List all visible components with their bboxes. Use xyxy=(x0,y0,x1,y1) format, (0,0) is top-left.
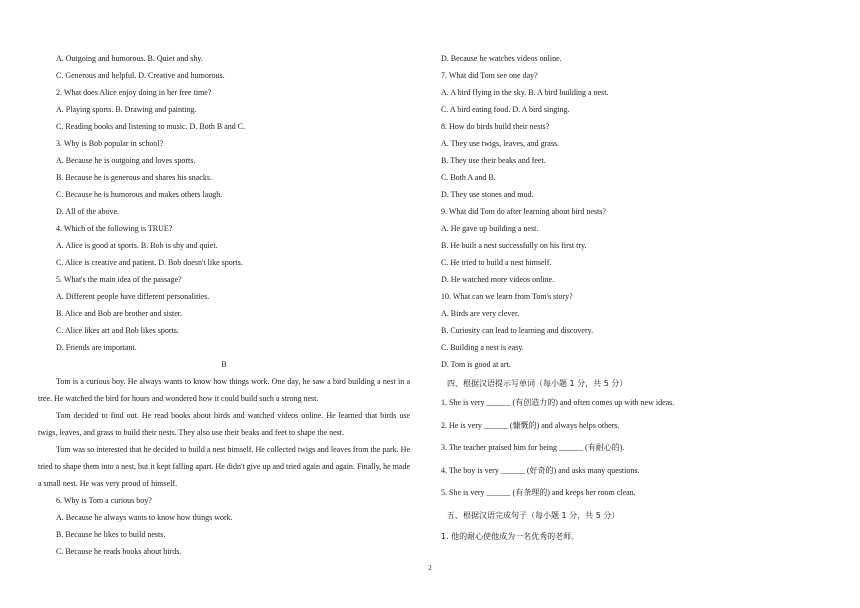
fill-in-item: 5. She is very ______ (有条理的) and keeps her room clean. xyxy=(441,488,636,497)
question-line: B. He built a nest successfully on his first try. xyxy=(441,241,587,250)
question-line: C. Both A and B. xyxy=(441,173,496,182)
question-line: C. Building a nest is easy. xyxy=(441,343,524,352)
question-line: C. A bird eating food. D. A bird singing. xyxy=(441,105,570,114)
question-line: 6. Why is Tom a curious boy? xyxy=(56,496,152,505)
question-line: D. He watched more videos online. xyxy=(441,275,555,284)
question-line: A. Because he always wants to know how things work. xyxy=(56,513,233,522)
section-4-items xyxy=(441,392,841,505)
question-line: A. Alice is good at sports. B. Bob is shy and quiet. xyxy=(56,241,218,250)
fill-in-item: 2. He is very ______ (慷慨的) and always helps others. xyxy=(441,420,620,430)
left-questions-bottom xyxy=(38,492,410,560)
question-line: A. Different people have different personalities. xyxy=(56,292,210,301)
fill-in-item: 1. She is very ______ (有创造力的) and often comes up with new ideas. xyxy=(441,398,675,407)
question-line: A. Outgoing and humorous. B. Quiet and shy. xyxy=(56,54,203,63)
question-line: 3. Why is Bob popular in school? xyxy=(56,139,164,148)
passage-paragraph: Tom decided to find out. He read books about birds and watched videos online. He learned that birds use twigs, leaves, and grass to build their nests. They also use their beaks and feet to shape the nest. xyxy=(38,411,410,437)
question-line: C. Alice is creative and patient. D. Bob doesn't like sports. xyxy=(56,258,243,267)
question-line: 8. How do birds build their nests? xyxy=(441,122,550,131)
question-line: D. All of the above. xyxy=(56,207,120,216)
section-4-title: 四、根据汉语提示写单词（每小题 1 分，共 5 分） xyxy=(447,379,628,388)
reading-passage xyxy=(38,373,410,492)
passage-paragraph: Tom is a curious boy. He always wants to know how things work. One day, he saw a bird building a nest in a tree. He watched the bird for hours and wondered how it could build such a strong nest. xyxy=(38,377,410,403)
question-line: C. Alice likes art and Bob likes sports. xyxy=(56,326,179,335)
passage-paragraph: Tom was so interested that he decided to build a nest himself. He collected twigs and leaves from the park. He tried to shape them into a nest, but it kept falling apart. He didn't give up and tried again and again. Finally, he made a small nest. He was very proud of himself. xyxy=(38,445,410,488)
question-line: C. He tried to build a nest himself. xyxy=(441,258,552,267)
question-line: 5. What's the main idea of the passage? xyxy=(56,275,182,284)
question-line: D. They use stones and mud. xyxy=(441,190,534,199)
question-line: B. Alice and Bob are brother and sister. xyxy=(56,309,182,318)
question-line: C. Because he reads books about birds. xyxy=(56,547,182,556)
question-line: A. He gave up building a nest. xyxy=(441,224,539,233)
question-line: 7. What did Tom see one day? xyxy=(441,71,538,80)
question-line: A. Because he is outgoing and loves sports. xyxy=(56,156,196,165)
left-questions-top xyxy=(38,50,410,356)
question-line: D. Friends are important. xyxy=(56,343,137,352)
question-line: A. They use twigs, leaves, and grass. xyxy=(441,139,560,148)
question-line: B. Curiosity can lead to learning and discovery. xyxy=(441,326,594,335)
fill-in-item: 3. The teacher praised him for being ______ (有耐心的). xyxy=(441,443,625,452)
section-b-heading: B xyxy=(221,360,227,369)
question-line: B. Because he is generous and shares his snacks. xyxy=(56,173,212,182)
question-line: A. Playing sports. B. Drawing and painting. xyxy=(56,105,197,114)
left-column xyxy=(38,50,410,560)
question-line: 10. What can we learn from Tom's story? xyxy=(441,292,573,301)
question-line: B. Because he likes to build nests. xyxy=(56,530,166,539)
question-line: D. Because he watches videos online. xyxy=(441,54,562,63)
right-column xyxy=(441,50,841,546)
question-line: D. Tom is good at art. xyxy=(441,360,511,369)
question-line: B. They use their beaks and feet. xyxy=(441,156,546,165)
question-line: A. A bird flying in the sky. B. A bird building a nest. xyxy=(441,88,609,97)
translation-item: 1. 他的耐心使他成为一名优秀的老师。 xyxy=(441,531,580,541)
fill-in-item: 4. The boy is very ______ (好奇的) and asks many questions. xyxy=(441,465,640,475)
question-line: 4. Which of the following is TRUE? xyxy=(56,224,173,233)
question-line: C. Because he is humorous and makes others laugh. xyxy=(56,190,223,199)
page-number: 2 xyxy=(428,564,432,572)
question-line: C. Reading books and listening to music. D. Both B and C. xyxy=(56,122,246,131)
right-questions xyxy=(441,50,841,373)
question-line: 9. What did Tom do after learning about bird nests? xyxy=(441,207,606,216)
section-5-title: 五、根据汉语完成句子（每小题 1 分，共 5 分） xyxy=(447,510,620,520)
question-line: C. Generous and helpful. D. Creative and humorous. xyxy=(56,71,225,80)
question-line: 2. What does Alice enjoy doing in her free time? xyxy=(56,88,212,97)
question-line: A. Birds are very clever. xyxy=(441,309,520,318)
